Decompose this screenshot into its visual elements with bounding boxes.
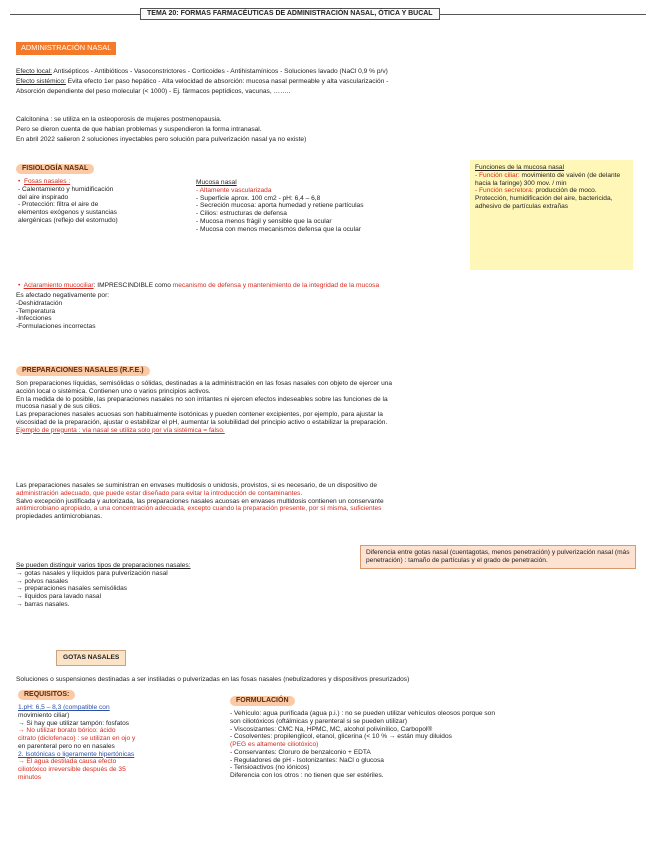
aclaramiento-line: • Aclaramiento mucociliar: IMPRESCINDIBLE como mecanismo de defensa y mantenimiento de la integridad de la mucosa	[18, 282, 380, 289]
requisitos-block	[18, 704, 135, 782]
requisitos-line: → El agua destilada causa efecto	[18, 758, 117, 766]
prep-line: viscosidad de la preparación, ajustar o estabilizar el pH, aumentar la solubilidad del principio activo o estabilizar la preparación.	[16, 418, 388, 426]
tipos-item: → gotas nasales y líquidos para pulverización nasal	[16, 569, 168, 577]
mucosa-item: - Mucosa menos frágil y sensible que la ocular	[196, 217, 332, 225]
efecto-sistemico-line	[16, 78, 388, 86]
efecto-local-text: Antisépticos - Antibióticos - Vasoconstrictores - Corticoides - Antihistamínicos - Soluciones lavado (NaCl 0,9 % p/v)	[51, 68, 388, 75]
fisiologia-header: FISIOLOGÍA NASAL	[16, 164, 94, 174]
tipos-item: → líquidos para lavado nasal	[16, 593, 102, 601]
formulacion-line: Diferencia con los otros : no tienen que ser estériles.	[230, 772, 384, 780]
funciones-box	[470, 160, 633, 270]
requisitos-line: → Si hay que utilizar tampón: fosfatos	[18, 719, 130, 727]
mucosa-nasal-block	[196, 179, 364, 233]
requisitos-line: ciliotóxico irreversible después de 35	[18, 766, 126, 774]
gotas-desc: Soluciones o suspensiones destinadas a ser instiladas o pulverizadas en las fosas nasales (nebulizadores y dispositivos presurizados)	[16, 676, 410, 683]
formulacion-line: - Conservantes: Cloruro de benzalconio + EDTA	[230, 748, 371, 756]
formulacion-line: (PEG es altamente ciliotóxico)	[230, 741, 319, 749]
diferencia-text: Diferencia entre gotas nasal (cuentagotas, menos penetración) y pulverización nasal (más penetración) : tamaño de partículas y el grado de penetración.	[366, 549, 630, 564]
requisitos-line: 2. Isotónicas o ligeramente hipertónicas	[18, 750, 135, 758]
envases-line: antimicrobiano apropiado, a una concentración adecuada, excepto cuando la preparación presente, por sí misma, suficientes	[16, 505, 382, 513]
gotas-nasales-header: GOTAS NASALES	[56, 650, 126, 666]
efecto-local-label: Efecto local:	[16, 68, 52, 75]
mucosa-item: - Secreción mucosa: aporta humedad y retiene partículas	[196, 202, 364, 210]
calcitonina-line-3: En abril 2022 salieron 2 soluciones inyectables pero solución para pulverización nasal ya no existe)	[16, 136, 307, 143]
fosas-item: del aire inspirado	[18, 193, 69, 201]
afectado-item: -Deshidratación	[16, 299, 63, 307]
formulacion-line: son ciliotóxicos (oftálmicas y parenteral si se pueden utilizar)	[230, 717, 408, 725]
tipos-item: → polvos nasales	[16, 577, 69, 585]
diferencia-box	[360, 545, 636, 569]
envases-line: administración adecuado, que puede estar diseñado para evitar la introducción de contaminantes.	[16, 489, 303, 497]
efecto-sistemico-text: Evita efecto 1er paso hepático - Alta velocidad de absorción: mucosa nasal permeable y alta vascularización -	[65, 78, 389, 85]
afectado-item: -Infecciones	[16, 315, 52, 323]
mucosa-item: - Altamente vascularizada	[196, 186, 272, 194]
admin-nasal-header: ADMINISTRACIÓN NASAL	[16, 42, 116, 55]
tipos-title: Se pueden distinguir varios tipos de preparaciones nasales:	[16, 562, 191, 569]
preparaciones-header: PREPARACIONES NASALES (R.F.E.)	[16, 366, 150, 376]
tipos-block	[16, 562, 190, 609]
fosas-nasales-block	[18, 178, 118, 225]
prep-line: Las preparaciones nasales acuosas son habitualmente isotónicas y pueden contener excipientes, por ejemplo, para ajustar la	[16, 411, 383, 419]
efecto-sistemico-label: Efecto sistémico:	[16, 78, 66, 85]
afectado-block	[16, 292, 109, 331]
requisitos-line: minutos	[18, 773, 42, 781]
prep-line: mucosa nasal y de sus cilios.	[16, 403, 102, 411]
requisitos-line: en parenteral pero no en nasales	[18, 742, 115, 750]
envases-line: propiedades antimicrobianas.	[16, 513, 103, 521]
requisitos-line: → No utilizar borato bórico: ácido	[18, 727, 116, 735]
funcion-ciliar: - Función ciliar: movimiento de vaivén (de delante hacia la faringe) 300 mov. / min	[475, 171, 621, 187]
ejemplo-pregunta: Ejemplo de pregunta : vía nasal se utiliza solo por vía sistémica = falso.	[16, 426, 225, 434]
requisitos-line: movimiento ciliar)	[18, 711, 70, 719]
mucosa-item: - Cilios: estructuras de defensa	[196, 210, 287, 218]
afectado-item: -Temperatura	[16, 307, 56, 315]
requisitos-line: 1.pH: 6,5 – 8,3 (compatible con	[18, 704, 110, 711]
funcion-secretora: - Función secretora: producción de moco. Protección, humidificación del aire, bactericida, adhesivo de partículas extrañas	[475, 187, 613, 210]
formulacion-line: - Reguladores de pH - Isotonizantes: NaCl o glucosa	[230, 756, 384, 764]
efecto-local-line	[16, 68, 388, 76]
fosas-item: alergénicas (reflejo del estornudo)	[18, 216, 118, 224]
absorcion-line: Absorción dependiente del peso molecular (< 1000) - Ej. fármacos peptídicos, vacunas, ……..	[16, 88, 291, 95]
requisitos-header: REQUISITOS:	[18, 690, 75, 700]
prep-line: Son preparaciones líquidas, semisólidas o sólidas, destinadas a la administración en las fosas nasales con objeto de ejercer una	[16, 380, 393, 387]
afectado-item: -Formulaciones incorrectas	[16, 323, 96, 331]
funciones-title: Funciones de la mucosa nasal	[475, 164, 565, 171]
formulacion-line: - Vehículo: agua purificada (agua p.i.) : no se pueden utilizar vehículos oleosos porque son	[230, 710, 496, 717]
formulacion-line: - Cosolventes: propilenglicol, etanol, glicerina (< 10 % → están muy diluidos	[230, 733, 452, 741]
prep-line: acción local o sistémica. Contienen uno o varios principios activos.	[16, 387, 211, 395]
fosas-item: elementos exógenos y sustancias	[18, 209, 117, 217]
fosas-item: - Calentamiento y humidificación	[18, 185, 114, 193]
afectado-title: Es afectado negativamente por:	[16, 292, 110, 299]
formulacion-header: FORMULACIÓN	[230, 696, 295, 706]
fosas-label: • Fosas nasales :	[18, 178, 71, 185]
envases-line: Las preparaciones nasales se suministran en envases multidosis o unidosis, provistos, si es necesario, de un dispositivo de	[16, 482, 378, 489]
prep-line: En la medida de lo posible, las preparaciones nasales no son irritantes ni ejercen efectos indeseables sobre las funciones de la	[16, 395, 388, 403]
page-title: TEMA 20: FORMAS FARMACÉUTICAS DE ADMINISTRACIÓN NASAL, ÓTICA Y BUCAL	[140, 8, 440, 20]
preparaciones-block	[16, 380, 392, 434]
mucosa-item: - Superficie aprox. 100 cm2 - pH: 6,4 – 6,8	[196, 194, 321, 202]
mucosa-item: - Mucosa con menos mecanismos defensa que la ocular	[196, 225, 361, 233]
requisitos-line: citrato (diclofenaco) : se utilizan en ojo y	[18, 735, 136, 743]
formulacion-line: - Viscosizantes: CMC Na, HPMC, MC, alcohol polivinílico, Carbopol®	[230, 725, 433, 733]
mucosa-label: Mucosa nasal	[196, 179, 237, 186]
formulacion-block	[230, 710, 495, 780]
envases-block	[16, 482, 384, 521]
formulacion-line: - Tensioactivos (no iónicos)	[230, 764, 310, 772]
calcitonina-line-1: Calcitonina : se utiliza en la osteoporosis de mujeres postmenopausia.	[16, 116, 222, 123]
envases-line: Salvo excepción justificada y autorizada, las preparaciones nasales acuosas en envases multidosis contienen un conservante	[16, 497, 384, 505]
tipos-item: → barras nasales.	[16, 600, 70, 608]
fosas-item: - Protección: filtra el aire de	[18, 201, 99, 209]
tipos-item: → preparaciones nasales semisólidas	[16, 585, 128, 593]
calcitonina-line-2: Pero se dieron cuenta de que habían problemas y suspendieron la forma intranasal.	[16, 126, 262, 133]
